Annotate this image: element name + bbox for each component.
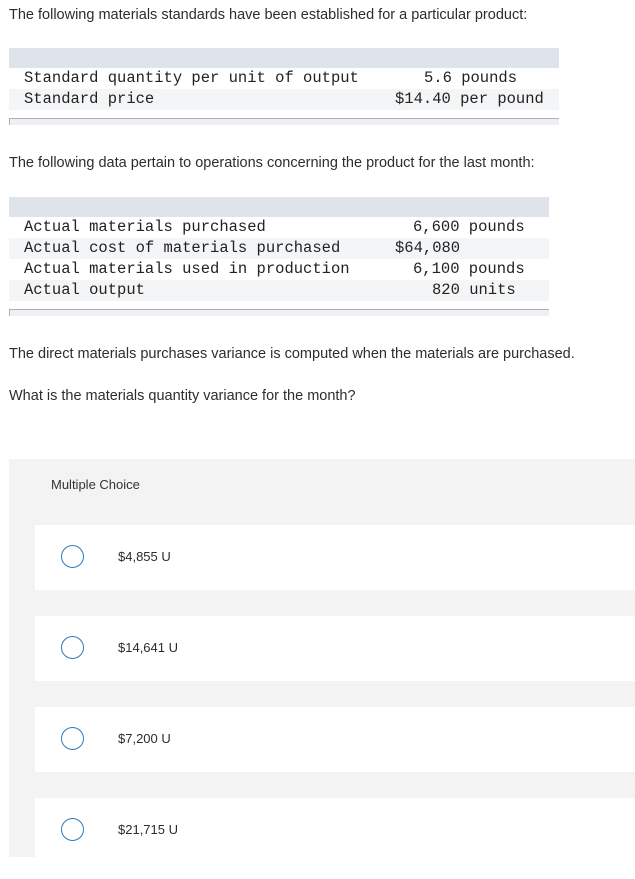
row-label: Actual output	[24, 281, 145, 299]
table-footer	[9, 118, 559, 125]
data-table	[9, 197, 549, 316]
choice-label: $21,715 U	[118, 822, 178, 837]
row-value: 6,100 pounds	[413, 260, 525, 278]
row-label: Standard price	[24, 90, 155, 108]
row-value: 820 units	[432, 281, 516, 299]
table-row	[9, 259, 549, 280]
note-text: The direct materials purchases variance is computed when the materials are purchased.	[9, 346, 575, 362]
intro-data-text: The following data pertain to operations concerning the product for the last month:	[9, 155, 535, 171]
radio-icon[interactable]	[61, 818, 84, 841]
choice-label: $7,200 U	[118, 731, 171, 746]
radio-icon[interactable]	[61, 636, 84, 659]
question-text: What is the materials quantity variance for the month?	[9, 388, 356, 404]
table-header	[9, 197, 549, 217]
choice-option[interactable]	[35, 525, 635, 590]
standards-table	[9, 48, 559, 125]
choice-option[interactable]	[35, 707, 635, 772]
row-value: $64,080	[395, 239, 461, 257]
multiple-choice-panel	[9, 459, 635, 857]
radio-icon[interactable]	[61, 727, 84, 750]
choice-option[interactable]	[35, 616, 635, 681]
intro-standards-text: The following materials standards have been established for a particular product:	[9, 7, 528, 23]
row-label: Actual materials purchased	[24, 218, 266, 236]
row-label: Actual materials used in production	[24, 260, 350, 278]
row-value: 5.6 pounds	[424, 69, 518, 87]
row-value: $14.40 per pound	[395, 90, 544, 108]
row-value: 6,600 pounds	[413, 218, 525, 236]
choice-option[interactable]	[35, 798, 635, 857]
table-row	[9, 217, 549, 238]
table-row	[9, 280, 549, 301]
radio-icon[interactable]	[61, 545, 84, 568]
row-label: Standard quantity per unit of output	[24, 69, 359, 87]
row-label: Actual cost of materials purchased	[24, 239, 341, 257]
choice-label: $4,855 U	[118, 549, 171, 564]
choice-label: $14,641 U	[118, 640, 178, 655]
table-header	[9, 48, 559, 68]
table-row	[9, 238, 549, 259]
table-row	[9, 68, 559, 89]
table-row	[9, 89, 559, 110]
table-footer	[9, 309, 549, 316]
multiple-choice-title: Multiple Choice	[51, 477, 140, 492]
